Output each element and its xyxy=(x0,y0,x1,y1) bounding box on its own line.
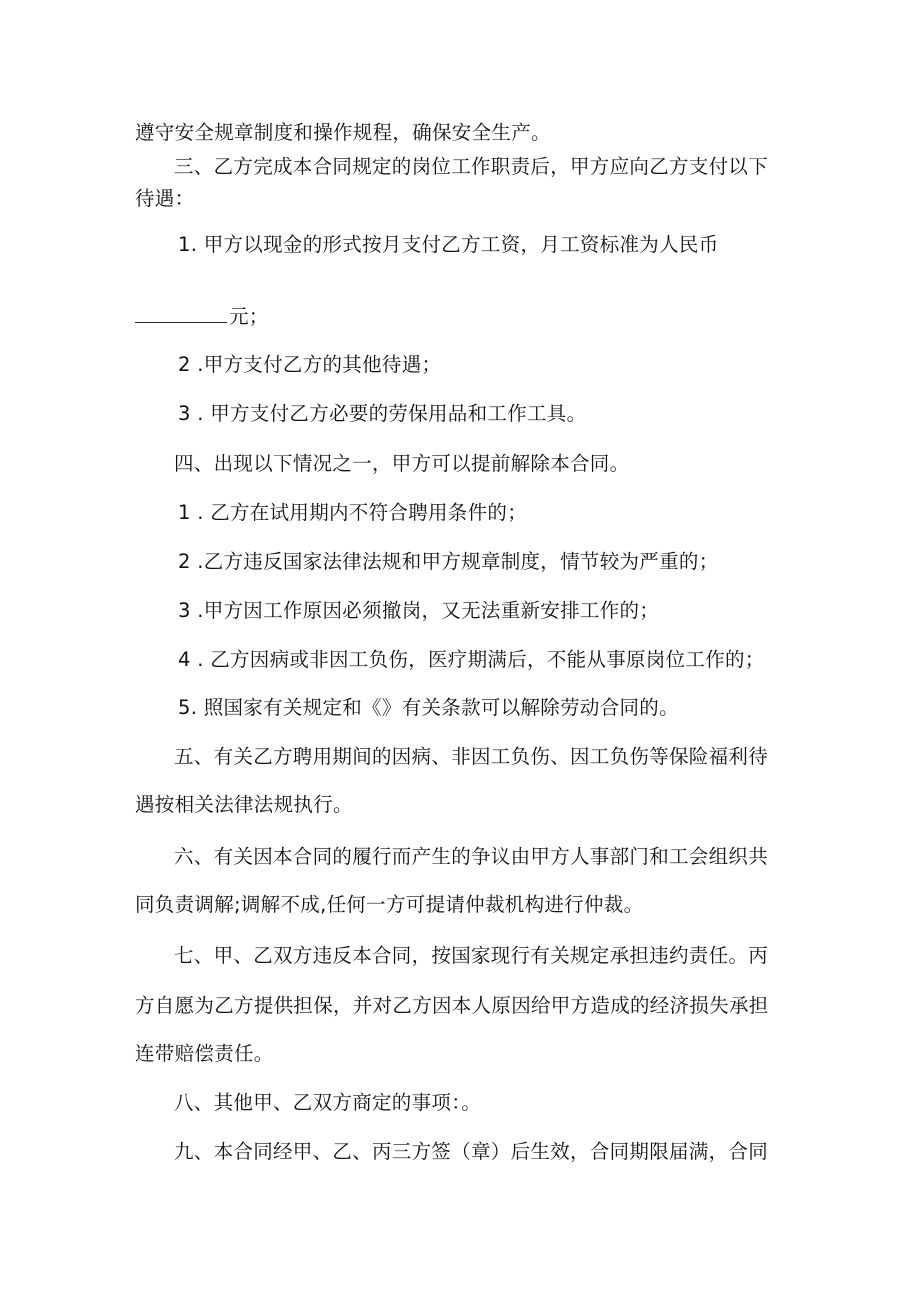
text-line: 同负责调解;调解不成,任何一方可提请仲裁机构进行仲裁。 xyxy=(135,893,644,916)
clause-five-heading: 五、有关乙方聘用期间的因病、非因工负伤、因工负伤等保险福利待 xyxy=(174,745,769,768)
list-item: 3 .甲方因工作原因必须撤岗，又无法重新安排工作的； xyxy=(178,599,660,622)
clause-nine-heading: 九、本合同经甲、乙、丙三方签（章）后生效，合同期限届满，合同 xyxy=(174,1140,769,1163)
text-line: 方自愿为乙方提供担保，并对乙方因本人原因给甲方造成的经济损失承担 xyxy=(135,994,769,1017)
text-line: 连带赔偿责任。 xyxy=(135,1042,274,1065)
list-item: 1. 甲方以现金的形式按月支付乙方工资，月工资标准为人民币 xyxy=(178,233,719,256)
list-item: 4 . 乙方因病或非因工负伤，医疗期满后，不能从事原岗位工作的； xyxy=(178,648,765,671)
text-line: 元； xyxy=(229,305,269,328)
list-item: 2 .甲方支付乙方的其他待遇； xyxy=(178,353,442,376)
text-line: 遇按相关法律法规执行。 xyxy=(135,793,353,816)
list-item: 2 .乙方违反国家法律法规和甲方规章制度，情节较为严重的； xyxy=(178,550,719,573)
clause-seven-heading: 七、甲、乙双方违反本合同，按国家现行有关规定承担违约责任。丙 xyxy=(174,944,769,967)
salary-blank-field xyxy=(135,304,227,323)
clause-six-heading: 六、有关因本合同的履行而产生的争议由甲方人事部门和工会组织共 xyxy=(174,845,769,868)
list-item: 5. 照国家有关规定和《》有关条款可以解除劳动合同的。 xyxy=(178,696,679,719)
text-line: 遵守安全规章制度和操作规程，确保安全生产。 xyxy=(135,121,551,144)
text-line: 待遇： xyxy=(135,187,195,210)
list-item: 1 . 乙方在试用期内不符合聘用条件的； xyxy=(178,501,528,524)
clause-eight-heading: 八、其他甲、乙双方商定的事项：。 xyxy=(174,1091,482,1114)
salary-amount-line xyxy=(135,304,269,329)
clause-four-heading: 四、出现以下情况之一，甲方可以提前解除本合同。 xyxy=(174,452,630,475)
clause-three-heading: 三、乙方完成本合同规定的岗位工作职责后，甲方应向乙方支付以下 xyxy=(174,155,769,178)
list-item: 3 . 甲方支付乙方必要的劳保用品和工作工具。 xyxy=(178,402,587,425)
